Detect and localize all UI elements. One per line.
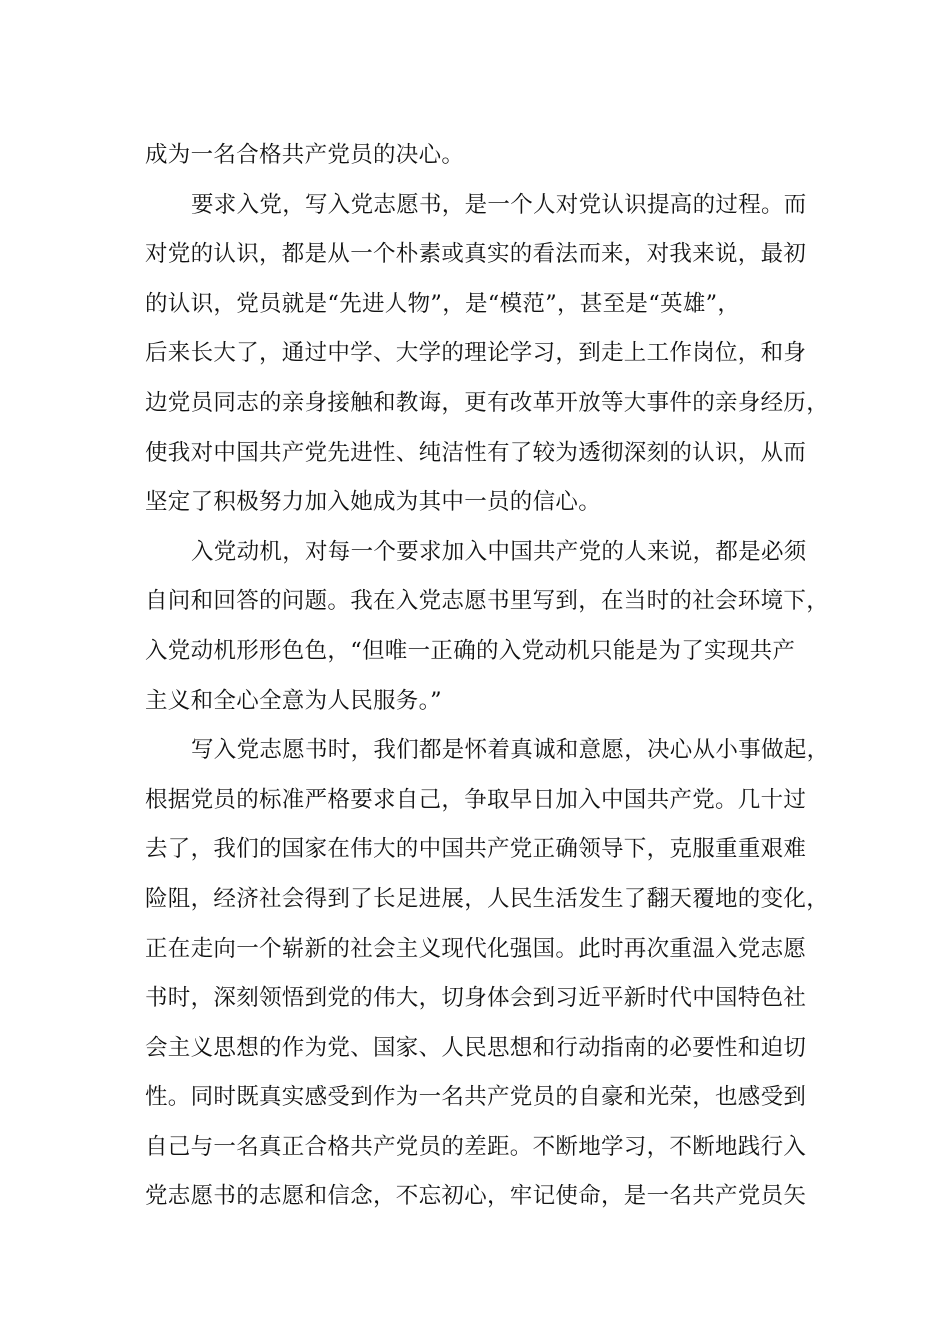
- text-line: 坚定了积极努力加入她成为其中一员的信心。: [145, 489, 602, 516]
- text-line: 使我对中国共产党先进性、纯洁性有了较为透彻深刻的认识，从而: [145, 439, 807, 466]
- text-line: 边党员同志的亲身接触和教诲，更有改革开放等大事件的亲身经历，: [145, 389, 830, 416]
- paragraph-first-line: 要求入党，写入党志愿书，是一个人对党认识提高的过程。而: [191, 191, 807, 218]
- text-line: 自问和回答的问题。我在入党志愿书里写到，在当时的社会环境下，: [145, 588, 830, 615]
- text-line: 主义和全心全意为人民服务。”: [145, 687, 442, 714]
- text-line: 根据党员的标准严格要求自己，争取早日加入中国共产党。几十过: [145, 786, 807, 813]
- text-line: 书时，深刻领悟到党的伟大，切身体会到习近平新时代中国特色社: [145, 985, 807, 1012]
- paragraph-first-line: 入党动机，对每一个要求加入中国共产党的人来说，都是必须: [191, 538, 807, 565]
- text-line: 会主义思想的作为党、国家、人民思想和行动指南的必要性和迫切: [145, 1034, 807, 1061]
- text-line: 自己与一名真正合格共产党员的差距。不断地学习，不断地践行入: [145, 1133, 807, 1160]
- paragraph-first-line: 写入党志愿书时，我们都是怀着真诚和意愿，决心从小事做起，: [191, 737, 830, 764]
- text-line: 去了，我们的国家在伟大的中国共产党正确领导下，克服重重艰难: [145, 836, 807, 863]
- text-line: 的认识，党员就是“先进人物”，是“模范”，甚至是“英雄”，: [145, 290, 741, 317]
- text-line: 成为一名合格共产党员的决心。: [145, 142, 465, 168]
- text-line: 后来长大了，通过中学、大学的理论学习，到走上工作岗位，和身: [145, 340, 807, 367]
- document-body-text: [145, 131, 830, 1222]
- text-line: 对党的认识，都是从一个朴素或真实的看法而来，对我来说，最初: [145, 241, 807, 268]
- text-line: 险阻，经济社会得到了长足进展，人民生活发生了翻天覆地的变化，: [145, 885, 830, 912]
- text-line: 正在走向一个崭新的社会主义现代化强国。此时再次重温入党志愿: [145, 935, 807, 962]
- text-line: 党志愿书的志愿和信念，不忘初心，牢记使命，是一名共产党员矢: [145, 1183, 807, 1210]
- text-line: 性。同时既真实感受到作为一名共产党员的自豪和光荣，也感受到: [145, 1084, 807, 1111]
- text-line: 入党动机形形色色，“但唯一正确的入党动机只能是为了实现共产: [145, 637, 796, 664]
